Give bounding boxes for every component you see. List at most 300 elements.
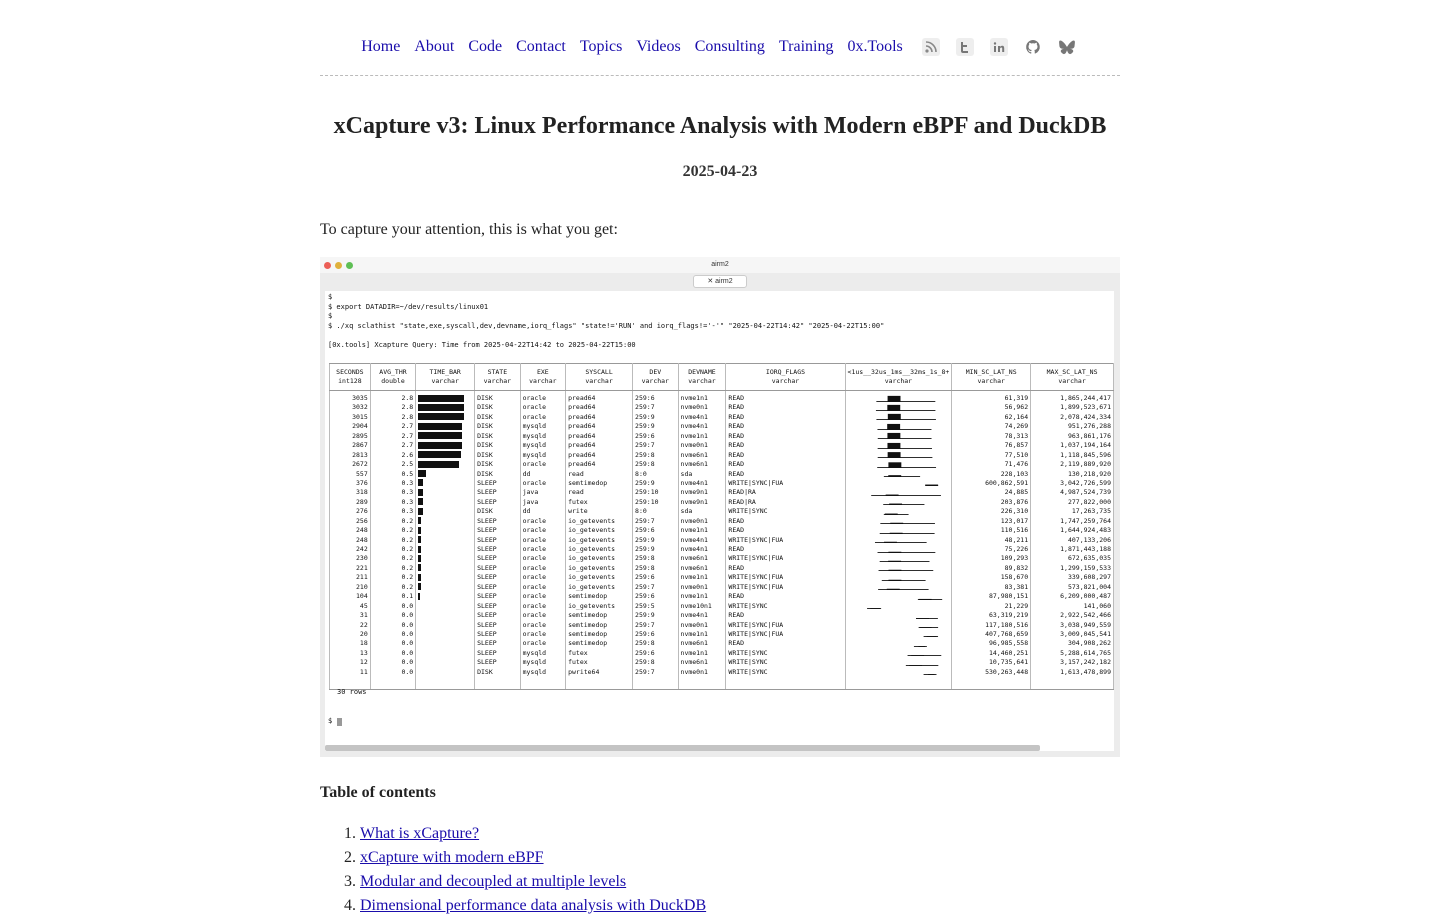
- time-bar: [418, 423, 462, 430]
- table-row: [330, 460, 1114, 469]
- table-row: [330, 564, 1114, 573]
- nav-code-link[interactable]: Code: [468, 38, 503, 55]
- table-cell: io_getevents: [566, 583, 633, 592]
- table-cell: [845, 422, 952, 431]
- table-cell: nvme4n1: [678, 413, 726, 422]
- table-cell: nvme0n1: [678, 583, 726, 592]
- table-cell: SLEEP: [475, 630, 520, 639]
- latency-histogram: [848, 432, 950, 439]
- table-cell: [845, 564, 952, 573]
- table-cell: 2813: [330, 451, 371, 460]
- table-cell: pread64: [566, 422, 633, 431]
- column-header: [678, 364, 726, 391]
- horizontal-scrollbar[interactable]: [325, 745, 1040, 751]
- table-cell: SLEEP: [475, 602, 520, 611]
- table-cell: nvme1n1: [678, 394, 726, 403]
- table-cell: nvme1n1: [678, 573, 726, 582]
- table-cell: 318: [330, 488, 371, 497]
- latency-histogram: [848, 527, 950, 534]
- table-cell: 1,871,443,188: [1031, 545, 1114, 554]
- table-cell: [416, 621, 475, 630]
- table-cell: 0.2: [370, 526, 415, 535]
- column-name: DEVNAME: [688, 368, 716, 376]
- table-cell: pread64: [566, 413, 633, 422]
- table-cell: mysqld: [520, 432, 565, 441]
- column-name: MAX_SC_LAT_NS: [1046, 368, 1098, 376]
- table-cell: READ: [726, 403, 845, 412]
- table-cell: 31: [330, 611, 371, 620]
- table-cell: 259:8: [633, 451, 678, 460]
- table-cell: [416, 403, 475, 412]
- latency-histogram: [848, 470, 950, 477]
- table-cell: 77,510: [952, 451, 1031, 460]
- table-cell: READ: [726, 526, 845, 535]
- table-cell: 230: [330, 554, 371, 563]
- column-type: varchar: [431, 377, 459, 385]
- table-row: [330, 583, 1114, 592]
- table-cell: WRITE|SYNC: [726, 658, 845, 667]
- table-cell: 259:9: [633, 413, 678, 422]
- table-cell: 158,670: [952, 573, 1031, 582]
- table-cell: DISK: [475, 668, 520, 677]
- latency-histogram: [848, 489, 950, 496]
- table-cell: nvme4n1: [678, 479, 726, 488]
- table-cell: sda: [678, 507, 726, 516]
- table-cell: READ: [726, 432, 845, 441]
- time-bar: [418, 461, 459, 468]
- table-cell: 259:6: [633, 592, 678, 601]
- column-name: DEV: [649, 368, 662, 376]
- table-cell: 407,133,206: [1031, 536, 1114, 545]
- top-nav: [320, 36, 1120, 58]
- table-cell: oracle: [520, 413, 565, 422]
- table-cell: [416, 413, 475, 422]
- nav-contact-link[interactable]: Contact: [516, 38, 566, 55]
- toc-link-modular[interactable]: Modular and decoupled at multiple levels: [360, 873, 627, 890]
- terminal-screenshot: [320, 257, 1120, 757]
- table-cell: [416, 554, 475, 563]
- query-result-table: [329, 363, 1114, 690]
- column-name: TIME_BAR: [429, 368, 461, 376]
- table-cell: dd: [520, 507, 565, 516]
- table-cell: 259:10: [633, 498, 678, 507]
- table-cell: [845, 460, 952, 469]
- table-cell: nvme1n1: [678, 432, 726, 441]
- table-cell: 78,313: [952, 432, 1031, 441]
- table-cell: 2895: [330, 432, 371, 441]
- table-cell: 304,908,262: [1031, 639, 1114, 648]
- column-header: [845, 364, 952, 391]
- table-cell: 0.3: [370, 507, 415, 516]
- time-bar: [418, 498, 423, 505]
- table-cell: mysqld: [520, 441, 565, 450]
- table-cell: [416, 536, 475, 545]
- latency-histogram: [848, 479, 950, 486]
- table-cell: read: [566, 488, 633, 497]
- time-bar: [418, 574, 421, 581]
- table-cell: 0.0: [370, 630, 415, 639]
- table-cell: [416, 573, 475, 582]
- table-cell: 259:6: [633, 394, 678, 403]
- table-cell: oracle: [520, 630, 565, 639]
- table-cell: semtimedop: [566, 479, 633, 488]
- table-cell: 62,164: [952, 413, 1031, 422]
- table-cell: READ: [726, 592, 845, 601]
- table-cell: [416, 422, 475, 431]
- time-bar: [418, 536, 421, 543]
- table-cell: [845, 479, 952, 488]
- table-cell: SLEEP: [475, 592, 520, 601]
- table-cell: 2672: [330, 460, 371, 469]
- table-cell: [845, 526, 952, 535]
- table-cell: 600,862,591: [952, 479, 1031, 488]
- table-cell: 259:7: [633, 583, 678, 592]
- table-cell: 0.2: [370, 517, 415, 526]
- table-cell: 3032: [330, 403, 371, 412]
- table-cell: nvme1n1: [678, 526, 726, 535]
- table-cell: [416, 649, 475, 658]
- table-cell: 13: [330, 649, 371, 658]
- time-bar: [418, 395, 464, 402]
- table-cell: 0.1: [370, 592, 415, 601]
- table-cell: futex: [566, 658, 633, 667]
- table-cell: semtimedop: [566, 592, 633, 601]
- table-cell: 21,229: [952, 602, 1031, 611]
- table-cell: pread64: [566, 394, 633, 403]
- table-cell: pread64: [566, 403, 633, 412]
- table-cell: nvme9n1: [678, 488, 726, 497]
- column-type: double: [381, 377, 405, 385]
- table-cell: 14,460,251: [952, 649, 1031, 658]
- table-cell: 0.2: [370, 536, 415, 545]
- table-cell: io_getevents: [566, 602, 633, 611]
- table-cell: WRITE|SYNC|FUA: [726, 630, 845, 639]
- table-cell: 0.0: [370, 621, 415, 630]
- terminal-tab: [693, 275, 747, 288]
- table-cell: pread64: [566, 460, 633, 469]
- table-cell: 3035: [330, 394, 371, 403]
- table-cell: oracle: [520, 394, 565, 403]
- time-bar: [418, 451, 461, 458]
- table-row: [330, 545, 1114, 554]
- table-cell: 951,276,288: [1031, 422, 1114, 431]
- table-cell: DISK: [475, 413, 520, 422]
- table-cell: DISK: [475, 403, 520, 412]
- table-cell: [416, 470, 475, 479]
- table-cell: [845, 668, 952, 677]
- latency-histogram: [848, 423, 950, 430]
- column-name: <1us__32us_1ms__32ms_1s_8+: [847, 368, 950, 376]
- table-cell: READ: [726, 451, 845, 460]
- table-cell: WRITE|SYNC: [726, 649, 845, 658]
- table-cell: 259:6: [633, 630, 678, 639]
- table-cell: [416, 545, 475, 554]
- latency-histogram: [848, 395, 950, 402]
- column-name: EXE: [536, 368, 549, 376]
- github-icon[interactable]: [1021, 36, 1045, 58]
- table-cell: WRITE|SYNC|FUA: [726, 583, 845, 592]
- table-cell: oracle: [520, 545, 565, 554]
- tab-label: airm2: [715, 278, 733, 285]
- time-bar: [418, 517, 421, 524]
- table-cell: 256: [330, 517, 371, 526]
- table-cell: oracle: [520, 621, 565, 630]
- column-type: varchar: [483, 377, 512, 385]
- toc-item: [360, 846, 706, 870]
- linkedin-icon[interactable]: [987, 36, 1011, 58]
- table-cell: nvme0n1: [678, 441, 726, 450]
- table-cell: 0.2: [370, 564, 415, 573]
- table-row: [330, 413, 1114, 422]
- table-cell: 259:7: [633, 621, 678, 630]
- table-cell: mysqld: [520, 451, 565, 460]
- table-cell: 0.3: [370, 479, 415, 488]
- table-cell: nvme6n1: [678, 564, 726, 573]
- social-links: [919, 36, 1079, 58]
- table-cell: [416, 507, 475, 516]
- tab-close-icon: ✕: [707, 278, 714, 285]
- table-cell: 5,288,614,765: [1031, 649, 1114, 658]
- table-cell: semtimedop: [566, 639, 633, 648]
- table-cell: [845, 451, 952, 460]
- table-cell: oracle: [520, 526, 565, 535]
- table-cell: 20: [330, 630, 371, 639]
- table-row: [330, 517, 1114, 526]
- time-bar: [418, 432, 462, 439]
- table-cell: 10,735,641: [952, 658, 1031, 667]
- toc-heading: Table of contents: [320, 784, 436, 801]
- latency-histogram: [848, 442, 950, 449]
- table-cell: 96,985,558: [952, 639, 1031, 648]
- toc-item: [360, 894, 706, 918]
- table-cell: READ: [726, 470, 845, 479]
- table-cell: 259:8: [633, 639, 678, 648]
- table-cell: oracle: [520, 602, 565, 611]
- terminal-line: $: [328, 293, 333, 301]
- table-row: [330, 470, 1114, 479]
- table-cell: DISK: [475, 470, 520, 479]
- table-cell: 87,980,151: [952, 592, 1031, 601]
- table-cell: SLEEP: [475, 639, 520, 648]
- table-cell: 259:9: [633, 545, 678, 554]
- table-cell: oracle: [520, 479, 565, 488]
- table-cell: io_getevents: [566, 573, 633, 582]
- table-cell: 123,017: [952, 517, 1031, 526]
- table-cell: 2,078,424,334: [1031, 413, 1114, 422]
- table-cell: 407,768,659: [952, 630, 1031, 639]
- table-cell: [845, 602, 952, 611]
- column-name: IORQ_FLAGS: [765, 368, 806, 376]
- latency-histogram: [848, 461, 950, 468]
- table-cell: [845, 573, 952, 582]
- table-cell: 4,987,524,739: [1031, 488, 1114, 497]
- table-cell: nvme0n1: [678, 517, 726, 526]
- table-cell: [845, 554, 952, 563]
- table-cell: DISK: [475, 460, 520, 469]
- table-cell: 530,263,448: [952, 668, 1031, 677]
- table-cell: [416, 432, 475, 441]
- table-cell: oracle: [520, 639, 565, 648]
- table-cell: 109,293: [952, 554, 1031, 563]
- table-cell: SLEEP: [475, 545, 520, 554]
- toc-item: [360, 822, 706, 846]
- table-cell: 3,042,726,599: [1031, 479, 1114, 488]
- table-cell: 2.8: [370, 413, 415, 422]
- table-cell: SLEEP: [475, 479, 520, 488]
- rss-icon[interactable]: [919, 36, 943, 58]
- time-bar: [418, 546, 421, 553]
- table-cell: SLEEP: [475, 611, 520, 620]
- latency-histogram: [848, 621, 950, 628]
- table-cell: WRITE|SYNC|FUA: [726, 621, 845, 630]
- table-cell: java: [520, 498, 565, 507]
- table-cell: semtimedop: [566, 630, 633, 639]
- table-cell: WRITE|SYNC: [726, 507, 845, 516]
- nav-videos-link[interactable]: Videos: [636, 38, 681, 55]
- table-cell: WRITE|SYNC|FUA: [726, 573, 845, 582]
- table-cell: [416, 564, 475, 573]
- table-cell: nvme4n1: [678, 536, 726, 545]
- table-cell: 117,180,516: [952, 621, 1031, 630]
- table-cell: DISK: [475, 441, 520, 450]
- latency-histogram: [848, 612, 950, 619]
- table-row: [330, 649, 1114, 658]
- table-cell: nvme6n1: [678, 451, 726, 460]
- table-cell: READ: [726, 422, 845, 431]
- table-row: [330, 432, 1114, 441]
- table-cell: nvme1n1: [678, 630, 726, 639]
- table-cell: SLEEP: [475, 573, 520, 582]
- table-cell: 0.2: [370, 573, 415, 582]
- latency-histogram: [848, 546, 950, 553]
- table-cell: DISK: [475, 394, 520, 403]
- shell-prompt: $: [328, 717, 333, 725]
- table-cell: 259:6: [633, 573, 678, 582]
- table-cell: [416, 488, 475, 497]
- table-cell: 557: [330, 470, 371, 479]
- table-cell: 56,962: [952, 403, 1031, 412]
- latency-histogram: [848, 498, 950, 505]
- table-cell: 130,218,920: [1031, 470, 1114, 479]
- table-cell: nvme1n1: [678, 592, 726, 601]
- table-cell: oracle: [520, 536, 565, 545]
- table-cell: SLEEP: [475, 488, 520, 497]
- table-cell: READ: [726, 545, 845, 554]
- bluesky-icon[interactable]: [1055, 36, 1079, 58]
- table-cell: WRITE|SYNC: [726, 602, 845, 611]
- table-cell: 1,865,244,417: [1031, 394, 1114, 403]
- table-cell: 672,635,035: [1031, 554, 1114, 563]
- table-cell: 2904: [330, 422, 371, 431]
- table-cell: READ: [726, 460, 845, 469]
- table-cell: mysqld: [520, 658, 565, 667]
- table-cell: DISK: [475, 507, 520, 516]
- table-cell: 2,119,889,920: [1031, 460, 1114, 469]
- table-cell: pread64: [566, 432, 633, 441]
- table-cell: nvme10n1: [678, 602, 726, 611]
- table-cell: [416, 668, 475, 677]
- nav-0x-tools-link[interactable]: 0x.Tools: [847, 38, 903, 55]
- table-cell: oracle: [520, 517, 565, 526]
- column-type: varchar: [641, 377, 669, 385]
- table-cell: SLEEP: [475, 564, 520, 573]
- toc-link-what-is-xcapture[interactable]: What is xCapture?: [360, 825, 480, 842]
- table-cell: 61,319: [952, 394, 1031, 403]
- table-cell: [845, 432, 952, 441]
- table-cell: 259:7: [633, 517, 678, 526]
- table-row: [330, 639, 1114, 648]
- table-cell: [416, 630, 475, 639]
- table-cell: [845, 470, 952, 479]
- table-cell: 2.5: [370, 460, 415, 469]
- table-cell: 2.6: [370, 451, 415, 460]
- table-cell: 6,209,000,487: [1031, 592, 1114, 601]
- table-cell: 1,747,259,764: [1031, 517, 1114, 526]
- table-cell: [416, 460, 475, 469]
- nav-home-link[interactable]: Home: [361, 38, 401, 55]
- table-row: [330, 498, 1114, 507]
- table-cell: SLEEP: [475, 658, 520, 667]
- table-cell: 339,608,297: [1031, 573, 1114, 582]
- table-cell: 1,613,478,899: [1031, 668, 1114, 677]
- terminal-line: [0x.tools] Xcapture Query: Time from 2025-04-22T14:42 to 2025-04-22T15:00: [328, 340, 636, 349]
- terminal-cursor: [337, 718, 342, 726]
- table-cell: 259:9: [633, 611, 678, 620]
- table-cell: nvme6n1: [678, 658, 726, 667]
- table-cell: 259:10: [633, 488, 678, 497]
- table-cell: 1,037,194,164: [1031, 441, 1114, 450]
- table-cell: [845, 394, 952, 403]
- toc-link-modern-ebpf[interactable]: xCapture with modern eBPF: [360, 849, 544, 866]
- table-cell: [416, 394, 475, 403]
- column-type: varchar: [884, 377, 913, 385]
- column-header: [566, 364, 633, 391]
- table-row: [330, 526, 1114, 535]
- table-cell: WRITE|SYNC: [726, 668, 845, 677]
- table-cell: oracle: [520, 403, 565, 412]
- nav-about-link[interactable]: About: [414, 38, 455, 55]
- table-cell: READ: [726, 611, 845, 620]
- row-count: 30 rows: [337, 688, 367, 696]
- table-cell: oracle: [520, 592, 565, 601]
- latency-histogram: [848, 602, 950, 609]
- table-cell: [845, 517, 952, 526]
- column-type: varchar: [1058, 377, 1086, 385]
- table-cell: nvme6n1: [678, 460, 726, 469]
- nav-topics-link[interactable]: Topics: [579, 38, 623, 55]
- table-row: [330, 422, 1114, 431]
- table-cell: 0.5: [370, 470, 415, 479]
- nav-consulting-link[interactable]: Consulting: [694, 38, 765, 55]
- terminal-line: $ export DATADIR=~/dev/results/linux01: [328, 302, 489, 311]
- column-name: SECONDS: [336, 368, 364, 376]
- table-cell: 259:7: [633, 668, 678, 677]
- table-cell: 12: [330, 658, 371, 667]
- table-cell: [845, 639, 952, 648]
- toc-link-duckdb[interactable]: Dimensional performance data analysis with DuckDB: [360, 897, 707, 914]
- latency-histogram: [848, 517, 950, 524]
- nav-training-link[interactable]: Training: [778, 38, 834, 55]
- table-cell: pwrite64: [566, 668, 633, 677]
- table-cell: READ: [726, 517, 845, 526]
- table-row: [330, 658, 1114, 667]
- table-cell: 259:6: [633, 526, 678, 535]
- twitter-icon[interactable]: [953, 36, 977, 58]
- table-cell: nvme0n1: [678, 621, 726, 630]
- table-cell: [845, 488, 952, 497]
- table-cell: 210: [330, 583, 371, 592]
- table-cell: 259:9: [633, 536, 678, 545]
